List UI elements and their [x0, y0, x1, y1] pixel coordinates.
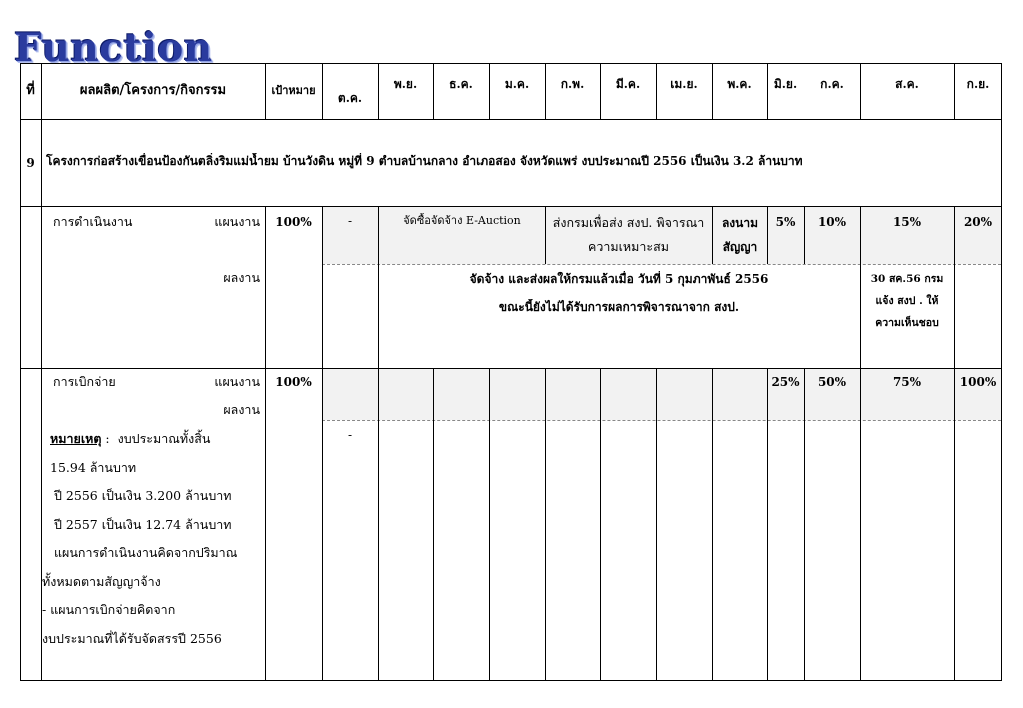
grid-line	[545, 368, 546, 681]
disbursement-plan-50: 50%	[817, 375, 847, 389]
operation-plan-15: 15%	[892, 215, 922, 229]
grid-line	[20, 206, 1002, 207]
project-name: โครงการก่อสร้างเขื่อนป้องกันตลิ่งริมแม่น้ำยม บ้านวังดิน หมู่ที่ 9 ตำบลบ้านกลาง อำเภอสอง จังหวัดแพร่ งบประมาณปี 2556 เป็นเงิน 3.2 ล้านบาท	[46, 154, 803, 168]
remark-line-5: ทั้งหมดตามสัญญาจ้าง	[42, 573, 161, 589]
grid-line	[322, 420, 1001, 421]
disbursement-result-oct: -	[347, 428, 353, 442]
grid-line	[322, 264, 1001, 265]
remark-line-6: - แผนการเบิกจ่ายคิดจาก	[42, 602, 176, 617]
header-month-jun: มิ.ย.	[773, 77, 798, 91]
header-month-apr: เม.ย.	[670, 77, 698, 91]
operation-result-aug-note: 30 สค.56 กรมแจ้ง สงป . ให้ความเห็นชอบ	[870, 273, 944, 329]
remark-line-0: งบประมาณทั้งสิ้น	[117, 431, 211, 446]
operation-plan-5: 5%	[775, 215, 796, 229]
header-month-jan: ม.ค.	[504, 77, 530, 91]
disbursement-plan-75: 75%	[892, 375, 922, 389]
disbursement-label: การเบิกจ่าย	[53, 374, 116, 389]
header-month-feb: ก.พ.	[560, 77, 585, 91]
remark-line-7: งบประมาณที่ได้รับจัดสรรปี 2556	[42, 630, 222, 646]
disbursement-result-label: ผลงาน	[223, 402, 260, 417]
header-month-sep: ก.ย.	[966, 77, 990, 91]
page-title: Function	[14, 25, 213, 71]
grid-line	[433, 368, 434, 681]
grid-line	[712, 206, 713, 264]
header-month-jul: ก.ค.	[820, 77, 844, 91]
grid-line	[767, 368, 768, 681]
grid-line	[656, 368, 657, 681]
remark-line-4: แผนการดำเนินงานคิดจากปริมาณ	[54, 545, 238, 560]
header-month-may: พ.ค.	[727, 77, 752, 91]
grid-line	[545, 206, 546, 264]
header-month-mar: มี.ค.	[615, 77, 641, 91]
header-target: เป้าหมาย	[271, 84, 316, 97]
disbursement-plan-25: 25%	[771, 375, 800, 389]
grid-line	[489, 368, 490, 681]
grid-line	[20, 119, 1002, 120]
header-month-nov: พ.ย.	[393, 77, 418, 91]
operation-plan-10: 10%	[817, 215, 847, 229]
header-no: ที่	[26, 83, 35, 98]
grid-line	[954, 206, 955, 681]
disbursement-plan-label: แผนงาน	[214, 374, 260, 389]
remark-line-3: ปี 2557 เป็นเงิน 12.74 ล้านบาท	[54, 516, 232, 532]
remark-line-1: 15.94 ล้านบาท	[50, 459, 137, 475]
disbursement-plan-100: 100%	[959, 375, 997, 389]
operation-result-line2: ขณะนี้ยังไม่ได้รับการผลการพิจารณาจาก สงป.	[498, 300, 740, 314]
operation-plan-label: แผนงาน	[214, 214, 260, 229]
header-item: ผลผลิต/โครงการ/กิจกรรม	[79, 83, 227, 98]
grid-line	[265, 206, 266, 681]
remark-block	[42, 425, 264, 665]
operation-plan-oct: -	[347, 214, 353, 228]
operation-plan-send: ส่งกรมเพื่อส่ง สงป. พิจารณาความเหมาะสม	[552, 215, 705, 254]
header-month-aug: ส.ค.	[895, 77, 919, 91]
operation-target: 100%	[275, 215, 312, 229]
grid-line	[804, 368, 805, 681]
disbursement-target: 100%	[275, 375, 312, 389]
project-no: 9	[26, 155, 35, 170]
remark-heading: หมายเหตุ	[50, 431, 102, 446]
operation-plan-20: 20%	[963, 215, 993, 229]
grid-line	[20, 368, 1002, 369]
remark-colon: :	[101, 431, 110, 446]
operation-result-line1: จัดจ้าง และส่งผลให้กรมแล้วเมื่อ วันที่ 5 กุมภาพันธ์ 2556	[469, 272, 769, 286]
remark-heading-line	[42, 425, 264, 454]
operation-plan-sign: ลงนามสัญญา	[721, 216, 759, 254]
header-month-oct: ต.ค.	[337, 91, 363, 105]
grid-line	[712, 368, 713, 681]
remark-line-2: ปี 2556 เป็นเงิน 3.200 ล้านบาท	[54, 488, 232, 503]
header-month-dec: ธ.ค.	[449, 77, 473, 91]
grid-line	[600, 368, 601, 681]
operation-plan-procure: จัดซื้อจัดจ้าง E-Auction	[403, 214, 521, 227]
operation-result-label: ผลงาน	[223, 270, 260, 285]
project-schedule-table	[20, 63, 1002, 681]
operation-label: การดำเนินงาน	[53, 214, 133, 229]
grid-line	[860, 206, 861, 681]
